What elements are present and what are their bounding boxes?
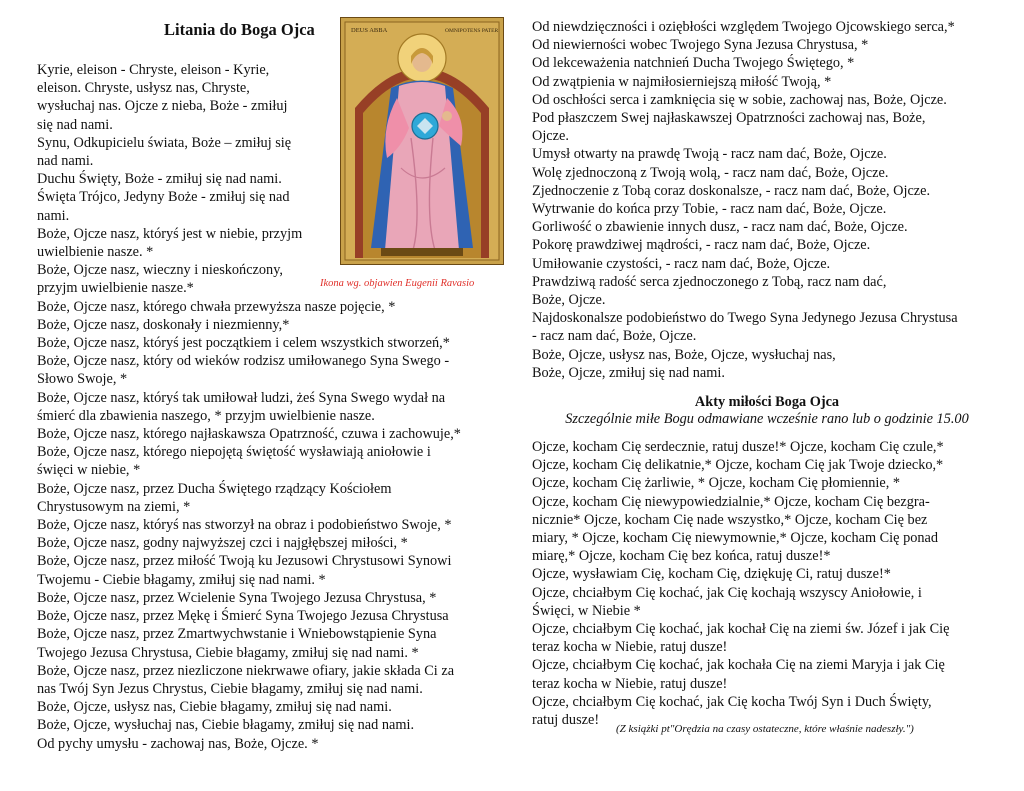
text-line: - racz nam dać, Boże, Ojcze. [532, 328, 697, 345]
text-line: Od niewdzięczności i oziębłości względem Twojego Ojcowskiego serca,* [532, 19, 955, 35]
text-line: Wytrwanie do końca przy Tobie, - racz nam dać, Boże, Ojcze. [532, 201, 887, 218]
text-line: Boże, Ojcze, usłysz nas, Boże, Ojcze, wysłuchaj nas, [532, 346, 836, 363]
text-line: Boże, Ojcze nasz, któryś nas stworzył na obraz i podobieństwo Swoje, * [37, 517, 452, 534]
text-line: Boże, Ojcze nasz, którego niepojętą świętość wysławiają aniołowie i [37, 444, 431, 461]
text-line: miarę,* Ojcze, kocham Cię bez końca, ratuj dusze!* [532, 548, 831, 565]
text-line: Duchu Święty, Boże - zmiłuj się nad nami. [37, 171, 282, 188]
text-line: Boże, Ojcze, zmiłuj się nad nami. [532, 364, 725, 381]
icon-inscription-right: OMNIPOTENS PATER [445, 28, 499, 34]
text-line: Ojcze, chciałbym Cię kochać, jak kochała Cię na ziemi Maryja i jak Cię [532, 657, 945, 674]
text-line: Od pychy umysłu - zachowaj nas, Boże, Ojcze. * [37, 735, 319, 752]
text-line: Twojemu - Ciebie błagamy, zmiłuj się nad nami. * [37, 571, 326, 588]
text-line: teraz kocha w Niebie, ratuj dusze! [532, 675, 728, 692]
text-line: nas Twój Syn Jezus Chrystus, Ciebie błagamy, zmiłuj się nad nami. [37, 680, 423, 697]
text-line: Boże, Ojcze nasz, którego chwała przewyższa nasze pojęcie, * [37, 298, 396, 315]
litany-title: Litania do Boga Ojca [164, 20, 315, 39]
text-line: Ojcze, chciałbym Cię kochać, jak Cię kocha Twój Syn i Duch Święty, [532, 693, 932, 710]
text-line: Umysł otwarty na prawdę Twoją - racz nam dać, Boże, Ojcze. [532, 146, 887, 163]
text-line: Boże, Ojcze nasz, przez Zmartwychwstanie i Wniebowstąpienie Syna [37, 626, 437, 643]
text-line: Boże, Ojcze nasz, przez Wcielenie Syna Twojego Jezusa Chrystusa, * [37, 589, 437, 606]
text-line: Ojcze, wysławiam Cię, kocham Cię, dziękuję Ci, ratuj dusze!* [532, 566, 891, 583]
text-line: nicznie* Ojcze, kocham Cię nade wszystko,* Ojcze, kocham Cię bez [532, 511, 928, 528]
text-line: Ojcze. [532, 128, 569, 145]
text-line: Od zwątpienia w najmiłosierniejszą miłość Twoją, * [532, 73, 832, 90]
text-line: Boże, Ojcze nasz, przez niezliczone niekrwawe ofiary, jakie składa Ci za [37, 662, 455, 679]
text-line: Ojcze, chciałbym Cię kochać, jak kochał Cię na ziemi św. Józef i jak Cię [532, 621, 950, 638]
text-line: Pod płaszczem Swej najłaskawszej Opatrzności zachowaj nas, Boże, [532, 110, 926, 127]
acts-text [532, 438, 950, 729]
text-line: Boże, Ojcze nasz, przez Mękę i Śmierć Syna Twojego Jezusa Chrystusa [37, 608, 449, 625]
icon-painting [341, 18, 503, 264]
litany-continuation [532, 18, 958, 382]
text-line: Od oschłości serca i zamknięcia się w sobie, zachowaj nas, Boże, Ojcze. [532, 91, 947, 108]
text-line: Synu, Odkupicielu świata, Boże – zmiłuj się [37, 134, 292, 151]
text-line: Prawdziwą radość serca zjednoczonego z Tobą, racz nam dać, [532, 273, 887, 290]
icon-inscription-left: DEUS ABBA [351, 27, 388, 34]
text-line: Boże, Ojcze. [532, 292, 606, 309]
text-line: Boże, Ojcze nasz, któryś jest początkiem i celem wszystkich stworzeń,* [37, 335, 450, 352]
text-line: Boże, Ojcze nasz, godny najwyższej czci i najgłębszej miłości, * [37, 535, 408, 552]
text-line: eleison. Chryste, usłysz nas, Chryste, [37, 80, 250, 97]
text-line: Od niewierności wobec Twojego Syna Jezusa Chrystusa, * [532, 37, 869, 54]
text-line: Boże, Ojcze, usłysz nas, Ciebie błagamy, zmiłuj się nad nami. [37, 699, 392, 716]
text-line: Ojcze, kocham Cię delikatnie,* Ojcze, kocham Cię jak Twoje dziecko,* [532, 457, 944, 474]
text-line: Święci, w Niebie * [532, 602, 641, 619]
text-line: miary, * Ojcze, kocham Cię niewymownie,* Ojcze, kocham Cię ponad [532, 530, 939, 547]
text-line: Gorliwość o zbawienie innych dusz, - racz nam dać, Boże, Ojcze. [532, 219, 908, 236]
text-line: Boże, Ojcze nasz, któryś tak umiłował ludzi, żeś Syna Swego wydał na [37, 389, 446, 406]
text-line: Boże, Ojcze nasz, przez miłość Twoją ku Jezusowi Chrystusowi Synowi [37, 553, 452, 570]
text-line: Słowo Swoje, * [37, 371, 128, 388]
text-line: nad nami. [37, 153, 94, 170]
text-line: Ojcze, chciałbym Cię kochać, jak Cię kochają wszyscy Aniołowie, i [532, 584, 922, 601]
text-line: Chrystusowym na ziemi, * [37, 498, 191, 515]
text-line: śmierć dla zbawienia naszego, * przyjm uwielbienie nasze. [37, 407, 375, 424]
god-the-father-icon-image [340, 17, 504, 265]
text-line: Boże, Ojcze nasz, którego najłaskawsza Opatrzność, czuwa i zachowuje,* [37, 426, 461, 443]
text-line: święci w niebie, * [37, 462, 141, 479]
source-note: (Z książki pt"Orędzia na czasy ostateczne, które właśnie nadeszły.") [616, 723, 914, 735]
text-line: Ojcze, kocham Cię żarliwie, * Ojcze, kocham Cię płomiennie, * [532, 475, 901, 492]
text-line: Pokorę prawdziwej mądrości, - racz nam dać, Boże, Ojcze. [532, 237, 871, 254]
text-line: Boże, Ojcze nasz, doskonały i niezmienny,* [37, 316, 290, 333]
text-line: Boże, Ojcze nasz, który od wieków rodzisz umiłowanego Syna Swego - [37, 353, 450, 370]
text-line: Boże, Ojcze nasz, przez Ducha Świętego rządzący Kościołem [37, 480, 392, 497]
icon-caption: Ikona wg. objawien Eugenii Ravasio [320, 278, 475, 289]
text-line: Boże, Ojcze nasz, któryś jest w niebie, przyjm [37, 225, 303, 242]
text-line: Twojego Jezusa Chrystusa, Ciebie błagamy, zmiłuj się nad nami. * [37, 644, 419, 661]
acts-title: Akty miłości Boga Ojca [694, 394, 840, 410]
text-line: Od lekceważenia natchnień Ducha Twojego Świętego, * [532, 55, 855, 72]
text-line: Święta Trójco, Jedyny Boże - zmiłuj się nad [37, 189, 290, 206]
text-line: wysłuchaj nas. Ojcze z nieba, Boże - zmiłuj [37, 98, 288, 115]
text-line: Najdoskonalsze podobieństwo do Twego Syna Jedynego Jezusa Chrystusa [532, 310, 958, 327]
text-line: Wolę zjednoczoną z Twoją wolą, - racz nam dać, Boże, Ojcze. [532, 164, 889, 181]
text-line: Kyrie, eleison - Chryste, eleison - Kyrie, [37, 62, 270, 78]
text-line: Umiłowanie czystości, - racz nam dać, Boże, Ojcze. [532, 255, 831, 272]
text-line: Ojcze, kocham Cię niewypowiedzialnie,* Ojcze, kocham Cię bezgra- [532, 493, 930, 510]
acts-subtitle: Szczególnie miłe Bogu odmawiane wcześnie rano lub o godzinie 15.00 [565, 411, 969, 427]
text-line: przyjm uwielbienie nasze.* [37, 280, 194, 297]
text-line: nami. [37, 207, 70, 224]
text-line: Ojcze, kocham Cię serdecznie, ratuj dusze!* Ojcze, kocham Cię czule,* [532, 439, 944, 455]
text-line: teraz kocha w Niebie, ratuj dusze! [532, 639, 728, 656]
text-line: Boże, Ojcze, wysłuchaj nas, Ciebie błagamy, zmiłuj się nad nami. [37, 717, 415, 734]
text-line: Zjednoczenie z Tobą coraz doskonalsze, - racz nam dać, Boże, Ojcze. [532, 182, 931, 199]
text-line: się nad nami. [37, 116, 113, 133]
text-line: ratuj dusze! [532, 712, 600, 729]
text-line: Boże, Ojcze nasz, wieczny i nieskończony, [37, 262, 283, 279]
text-line: uwielbienie nasze. * [37, 244, 154, 261]
